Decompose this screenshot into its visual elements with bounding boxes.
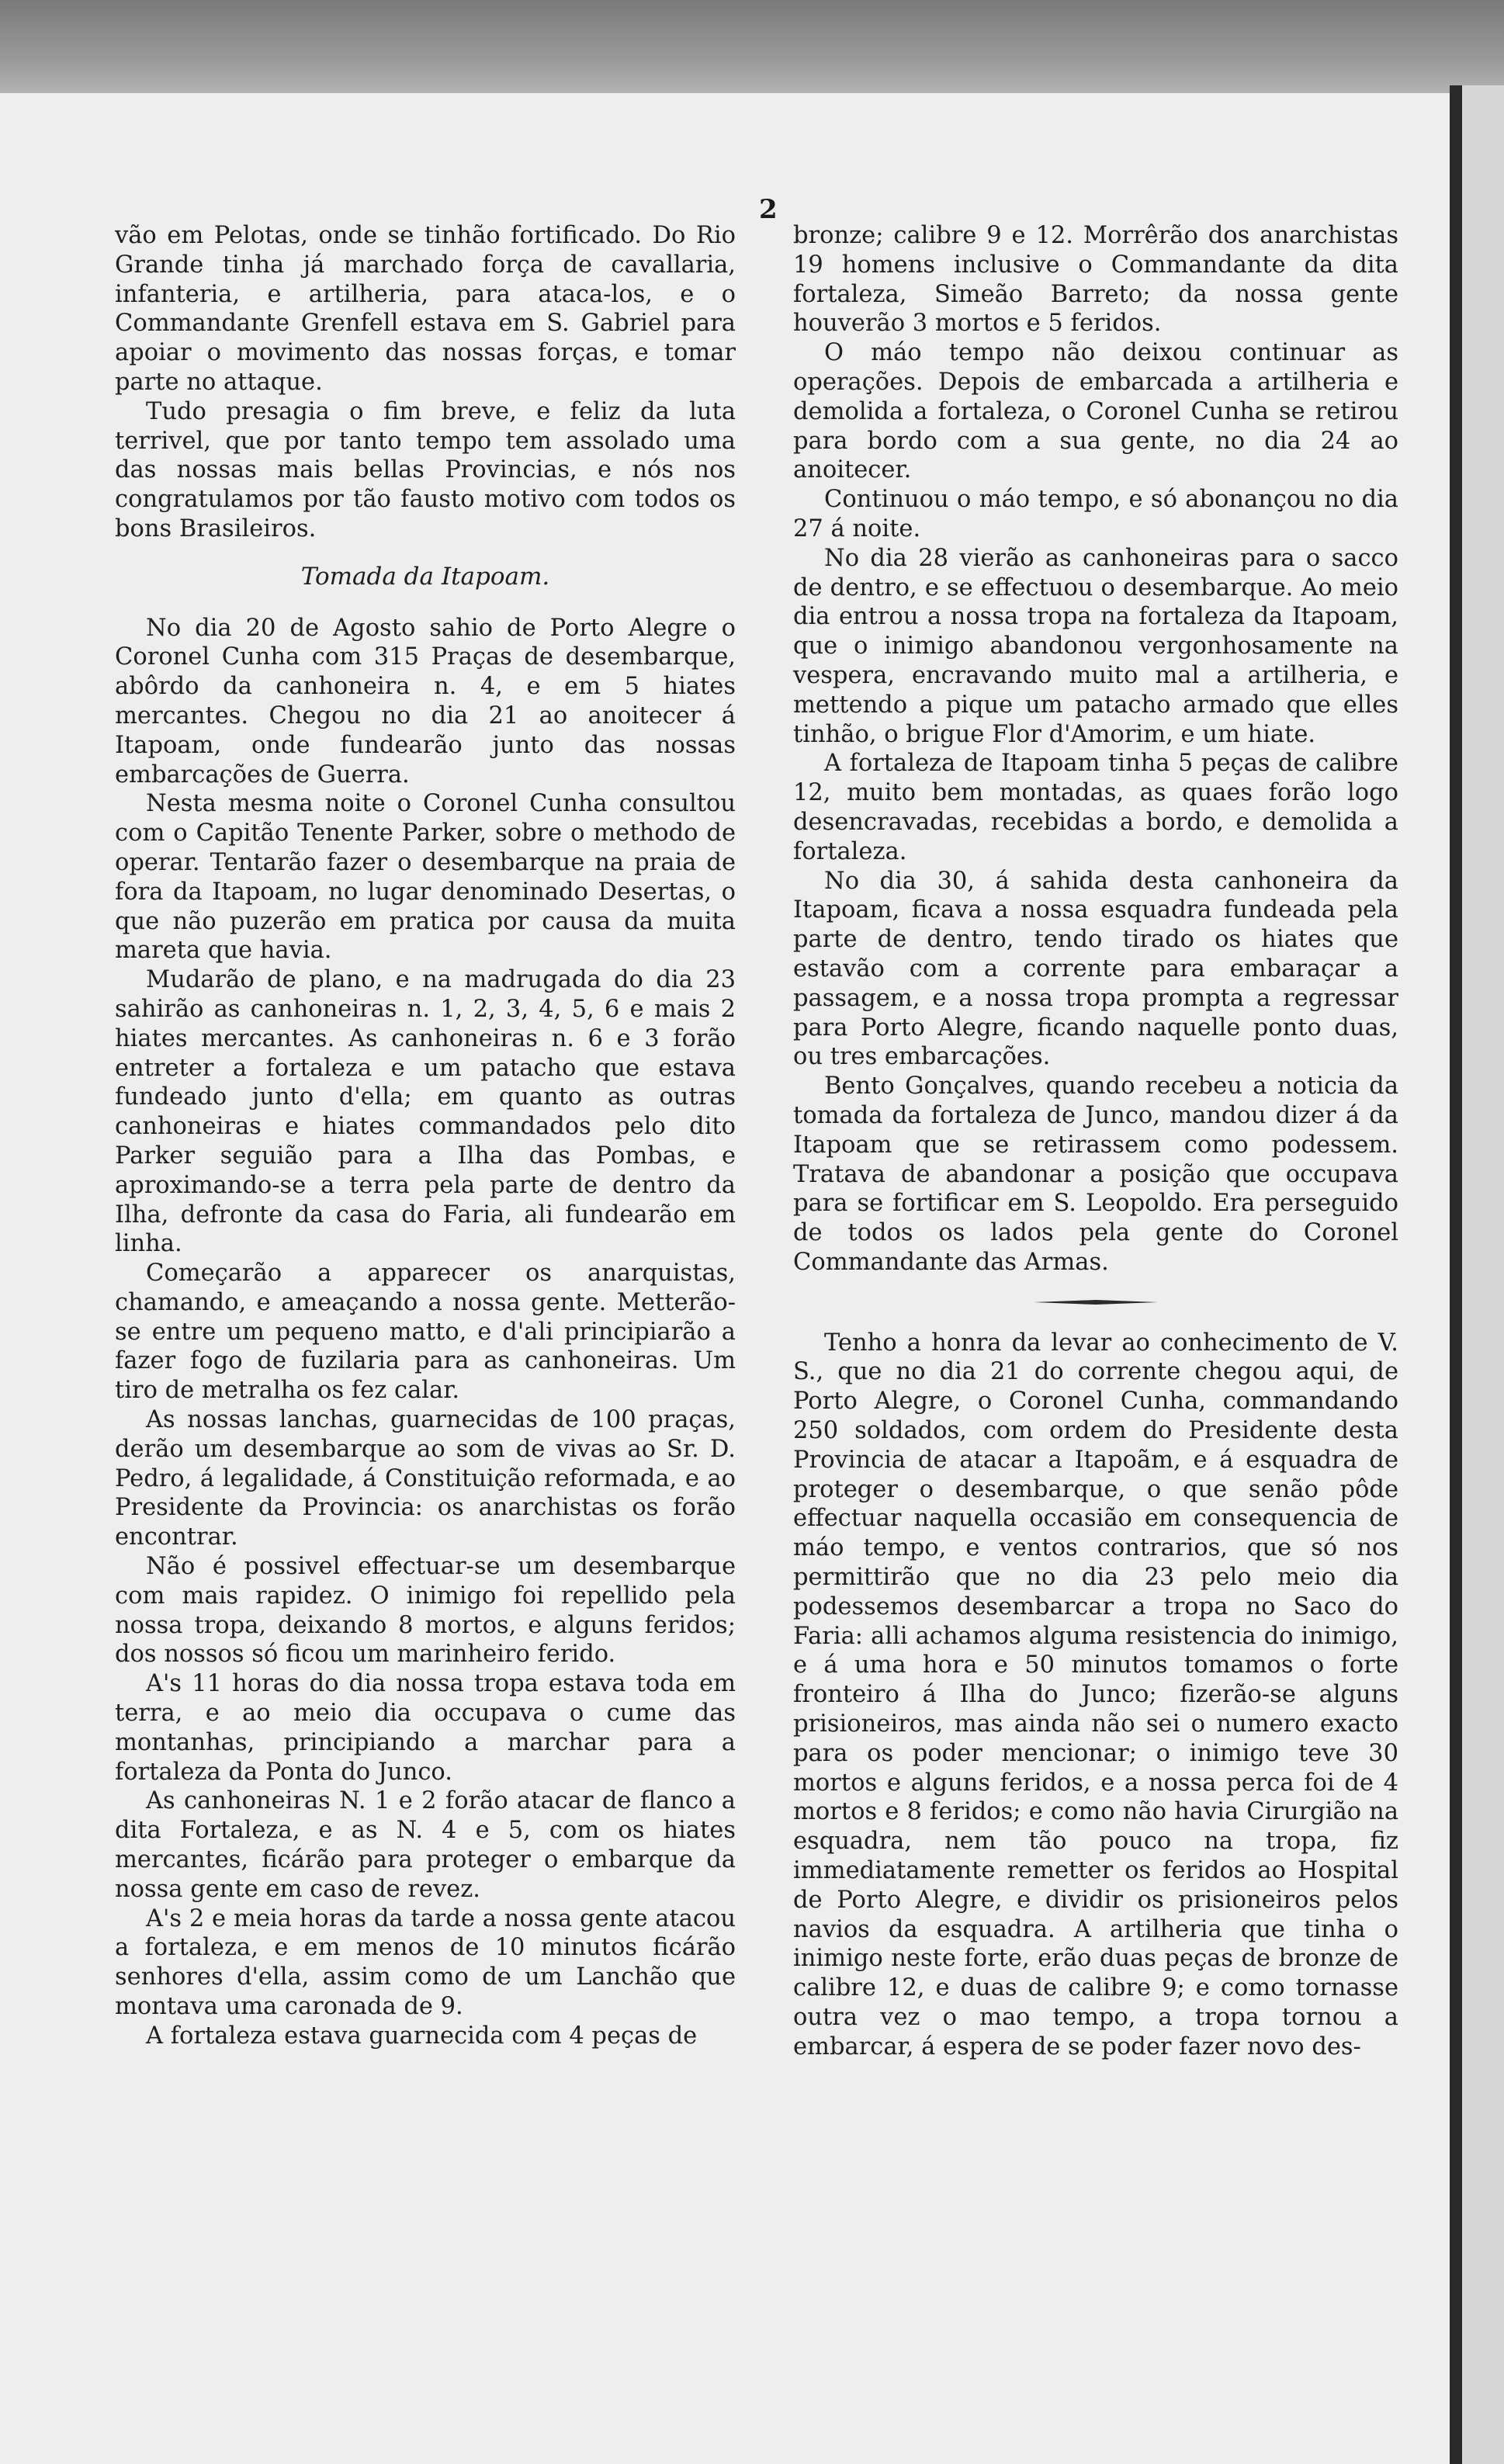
paragraph: Nesta mesma noite o Coronel Cunha consultou com o Capitão Tenente Parker, sobre o methodo de operar. Tentarão fazer o desembarque na praia de fora da Itapoam, no lugar denominado Desertas, o que não puzerão em pratica por causa da muita mareta que havia. bbox=[115, 790, 736, 965]
paragraph: Tenho a honra da levar ao conhecimento de V. S., que no dia 21 do corrente chegou aqui, de Porto Alegre, o Coronel Cunha, commandando 250 soldados, com ordem do Presidente desta Provincia de atacar a Itapoãm, e á esquadra de proteger o desembarque, o que senão pôde effectuar naquella occasião em consequencia de máo tempo, e ventos contrarios, que só nos permittirão que no dia 23 pelo meio dia podessemos desembarcar a tropa no Saco do Faria: alli achamos alguma resistencia do inimigo, e á uma hora e 50 minutos tomamos o forte fronteiro á Ilha do Junco; fizerão-se alguns prisioneiros, mas ainda não sei o numero exacto para os poder mencionar; o inimigo teve 30 mortos e alguns feridos, e a nossa perca foi de 4 mortos e 8 feridos; e como não havia Cirurgião na esquadra, nem tão pouco na tropa, fiz immediatamente remetter os feridos ao Hospital de Porto Alegre, e dividir os prisioneiros pelos navios da esquadra. A artilheria que tinha o inimigo neste forte, erão duas peças de bronze de calibre 12, e duas de calibre 9; e como tornasse outra vez o mao tempo, a tropa tornou a embarcar, á espera de se poder fazer novo des- bbox=[793, 1329, 1398, 2060]
paragraph: vão em Pelotas, onde se tinhão fortificado. Do Rio Grande tinha já marchado força de cavallaria, infanteria, e artilheria, para ataca-los, e o Commandante Grenfell estava em S. Gabriel para apoiar o movimento das nossas forças, e tomar parte no attaque. bbox=[115, 222, 736, 396]
paragraph: O máo tempo não deixou continuar as operações. Depois de embarcada a artilheria e demolida a fortaleza, o Coronel Cunha se retirou para bordo com a sua gente, no dia 24 ao anoitecer. bbox=[793, 339, 1398, 484]
ornamental-divider bbox=[1034, 1299, 1158, 1305]
paragraph: No dia 20 de Agosto sahio de Porto Alegre o Coronel Cunha com 315 Praças de desembarque, abôrdo da canhoneira n. 4, e em 5 hiates mercantes. Chegou no dia 21 ao anoitecer á Itapoam, onde fundearão junto das nossas embarcações de Guerra. bbox=[115, 614, 736, 788]
paragraph: Tudo presagia o fim breve, e feliz da luta terrivel, que por tanto tempo tem assolado uma das nossas mais bellas Provincias, e nós nos congratulamos por tão fausto motivo com todos os bons Brasileiros. bbox=[115, 397, 736, 542]
paragraph: A's 2 e meia horas da tarde a nossa gente atacou a fortaleza, e em menos de 10 minutos ficárão senhores d'ella, assim como de um Lanchão que montava uma caronada de 9. bbox=[115, 1904, 736, 2021]
paragraph: A fortaleza estava guarnecida com 4 peças de bbox=[146, 2022, 698, 2050]
paragraph: Bento Gonçalves, quando recebeu a noticia da tomada da fortaleza de Junco, mandou dizer á da Itapoam que se retirassem como podessem. Tratava de abandonar a posição que occupava para se fortificar em S. Leopoldo. Era perseguido de todos os lados pela gente do Coronel Commandante das Armas. bbox=[793, 1073, 1398, 1276]
paragraph: As nossas lanchas, guarnecidas de 100 praças, derão um desembarque ao som de vivas ao Sr. D. Pedro, á legalidade, á Constituição reformada, e ao Presidente da Provincia: os anarchistas os forão encontrar. bbox=[115, 1406, 736, 1551]
paragraph: Continuou o máo tempo, e só abonançou no dia 27 á noite. bbox=[793, 486, 1398, 542]
paragraph: A's 11 horas do dia nossa tropa estava toda em terra, e ao meio dia occupava o cume das montanhas, principiando a marchar para a fortaleza da Ponta do Junco. bbox=[115, 1670, 736, 1786]
page-number: 2 bbox=[759, 194, 778, 225]
paragraph: Não é possivel effectuar-se um desembarque com mais rapidez. O inimigo foi repellido pela nossa tropa, deixando 8 mortos, e alguns feridos; dos nossos só ficou um marinheiro ferido. bbox=[115, 1553, 736, 1669]
paragraph: Começarão a apparecer os anarquistas, chamando, e ameaçando a nossa gente. Metterão-se entre um pequeno matto, e d'ali principiarão a fazer fogo de fuzilaria para as canhoneiras. Um tiro de metralha os fez calar. bbox=[115, 1260, 736, 1405]
paragraph: As canhoneiras N. 1 e 2 forão atacar de flanco a dita Fortaleza, e as N. 4 e 5, com os hiates mercantes, ficárão para proteger o embarque da nossa gente em caso de revez. bbox=[115, 1787, 736, 1903]
scan-background-top bbox=[0, 0, 1504, 101]
left-column bbox=[115, 221, 736, 2051]
paragraph: No dia 28 vierão as canhoneiras para o sacco de dentro, e se effectuou o desembarque. Ao meio dia entrou a nossa tropa na fortaleza da Itapoam, que o inimigo abandonou vergonhosamente na vespera, encravando muito mal a artilheria, e mettendo a pique um patacho armado que elles tinhão, o brigue Flor d'Amorim, e um hiate. bbox=[793, 544, 1398, 748]
section-title: Tomada da Itapoam. bbox=[300, 562, 550, 591]
paragraph: bronze; calibre 9 e 12. Morrêrão dos anarchistas 19 homens inclusive o Commandante da dita fortaleza, Simeão Barreto; da nossa gente houverão 3 mortos e 5 feridos. bbox=[793, 222, 1398, 338]
facing-page-strip bbox=[1462, 85, 1504, 2464]
paragraph: No dia 30, á sahida desta canhoneira da Itapoam, ficava a nossa esquadra fundeada pela parte de dentro, tendo tirado os hiates que estavão com a corrente para embaraçar a passagem, e a nossa tropa prompta a regressar para Porto Alegre, ficando naquelle ponto duas, ou tres embarcações. bbox=[793, 867, 1398, 1071]
page-edge-shadow bbox=[1450, 85, 1462, 2464]
paragraph: A fortaleza de Itapoam tinha 5 peças de calibre 12, muito bem montadas, as quaes forão logo desencravadas, recebidas a bordo, e demolida a fortaleza. bbox=[793, 750, 1398, 865]
paragraph: Mudarão de plano, e na madrugada do dia 23 sahirão as canhoneiras n. 1, 2, 3, 4, 5, 6 e mais 2 hiates mercantes. As canhoneiras n. 6 e 3 forão entreter a fortaleza e um patacho que estava fundeado junto d'ella; em quanto as outras canhoneiras e hiates commandados pelo dito Parker seguião para a Ilha das Pombas, e aproximando-se a terra pela parte de dentro da Ilha, defronte da casa do Faria, ali fundearão em linha. bbox=[115, 966, 736, 1258]
right-column bbox=[793, 221, 1398, 2062]
